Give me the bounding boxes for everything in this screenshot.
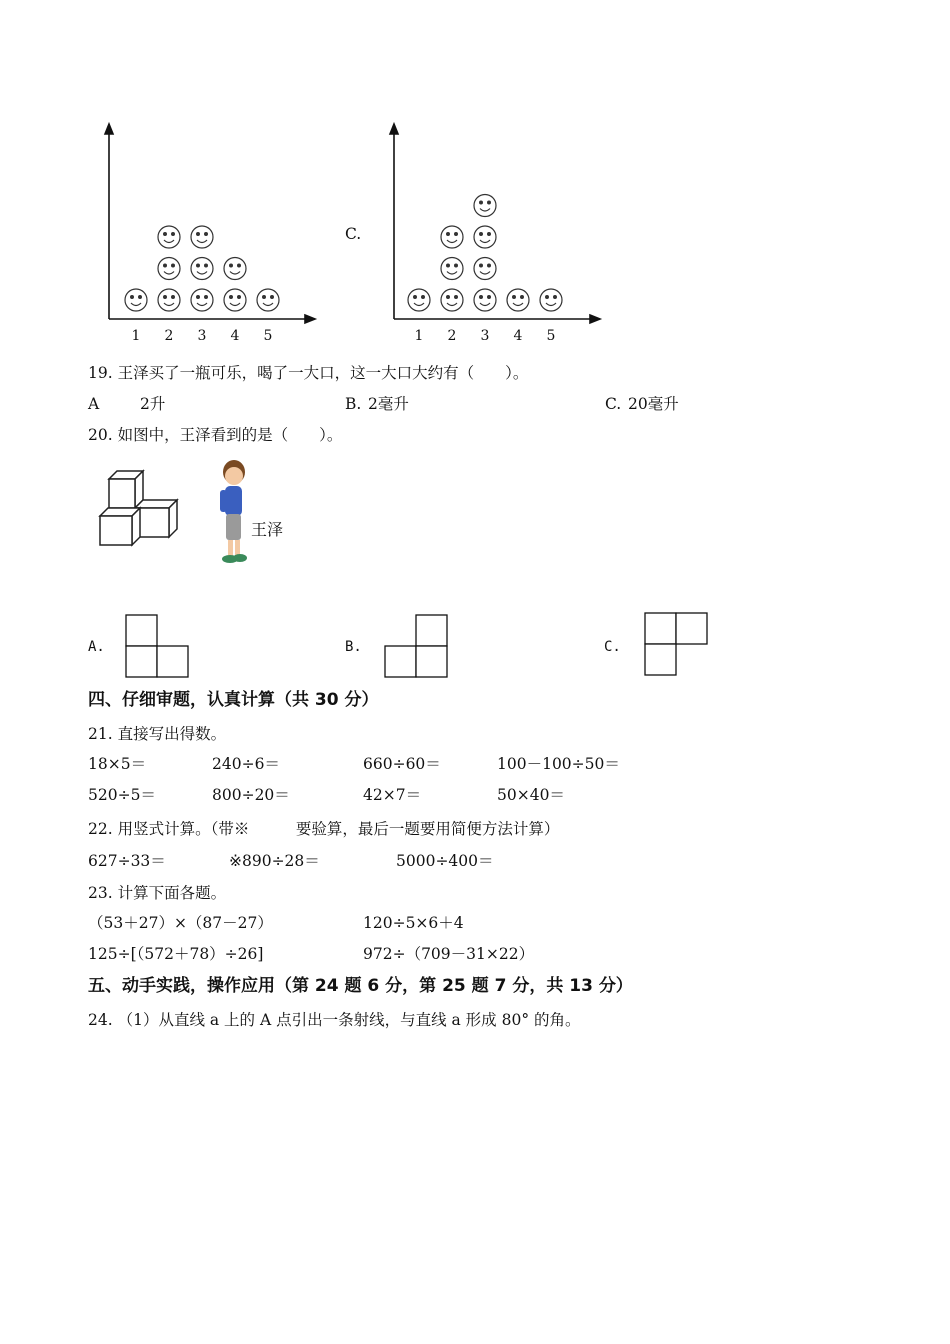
q21-item: 18×5＝ <box>88 755 147 773</box>
q23-item: （53＋27）×（87－27） <box>88 914 273 932</box>
question-24: 24. （1）从直线 a 上的 A 点引出一条射线，与直线 a 形成 80° 的角。 <box>88 1011 581 1029</box>
q19-option-a-letter: A <box>88 395 100 413</box>
smiley-face-icon <box>474 289 496 311</box>
cube-stack-figure <box>95 470 185 550</box>
section-4-title: 四、仔细审题，认真计算（共 30 分） <box>88 690 379 710</box>
smiley-face-icon <box>474 226 496 248</box>
q19-option-c-text: 20毫升 <box>628 395 679 413</box>
question-19: 19. 王泽买了一瓶可乐，喝了一大口，这一大口大约有（ ）。 <box>88 364 529 382</box>
question-20: 20. 如图中，王泽看到的是（ ）。 <box>88 426 343 444</box>
option-c-label: C. <box>345 225 362 243</box>
q19-option-b-text: 2毫升 <box>368 395 409 413</box>
q21-item: 520÷5＝ <box>88 786 156 804</box>
q22-item: ※890÷28＝ <box>229 852 320 870</box>
q21-item: 50×40＝ <box>497 786 565 804</box>
q21-item: 100－100÷50＝ <box>497 755 620 773</box>
q23-item: 120÷5×6＋4 <box>363 914 464 932</box>
q21-item: 42×7＝ <box>363 786 422 804</box>
tick-label: 5 <box>546 328 556 344</box>
smiley-face-icon <box>540 289 562 311</box>
chart-axes <box>390 124 600 323</box>
q21-item: 660÷60＝ <box>363 755 441 773</box>
tick-label: 1 <box>414 328 424 344</box>
smiley-face-icon <box>408 289 430 311</box>
q20-option-c-label: C. <box>604 639 621 655</box>
boy-figure <box>212 458 252 568</box>
person-label: 王泽 <box>251 520 284 539</box>
q21-item: 240÷6＝ <box>212 755 280 773</box>
question-23: 23. 计算下面各题。 <box>88 884 227 902</box>
smiley-face-icon <box>507 289 529 311</box>
question-21: 21. 直接写出得数。 <box>88 725 227 743</box>
tick-label: 3 <box>480 328 490 344</box>
pictograph-chart-c <box>0 0 950 350</box>
q20-option-b-label: B. <box>345 639 362 655</box>
tick-label: 2 <box>164 328 174 344</box>
smiley-face-icon <box>441 226 463 248</box>
q19-option-b-letter: B. <box>345 395 362 413</box>
q23-item: 972÷（709－31×22） <box>363 945 535 963</box>
chart-c-plot <box>390 124 600 344</box>
q19-option-a-text: 2升 <box>140 395 166 413</box>
q23-item: 125÷[（572＋78）÷26] <box>88 945 264 963</box>
question-22: 22. 用竖式计算。（带※ 要验算，最后一题要用简便方法计算） <box>88 820 560 838</box>
view-option-c <box>643 612 713 678</box>
tick-label: 5 <box>263 328 273 344</box>
q20-option-a-label: A. <box>88 639 105 655</box>
smiley-face-icon <box>474 258 496 280</box>
tick-label: 4 <box>513 328 523 344</box>
tick-label: 3 <box>197 328 207 344</box>
q22-item: 5000÷400＝ <box>396 852 494 870</box>
q19-option-c-letter: C. <box>605 395 622 413</box>
smiley-face-icon <box>474 195 496 217</box>
q21-item: 800÷20＝ <box>212 786 290 804</box>
smiley-face-icon <box>441 258 463 280</box>
view-option-b <box>383 614 453 680</box>
tick-label: 4 <box>230 328 240 344</box>
view-option-a <box>124 614 194 680</box>
section-5-title: 五、动手实践，操作应用（第 24 题 6 分，第 25 题 7 分，共 13 分） <box>88 976 633 996</box>
smiley-face-icon <box>441 289 463 311</box>
tick-label: 1 <box>131 328 141 344</box>
tick-label: 2 <box>447 328 457 344</box>
q22-item: 627÷33＝ <box>88 852 166 870</box>
